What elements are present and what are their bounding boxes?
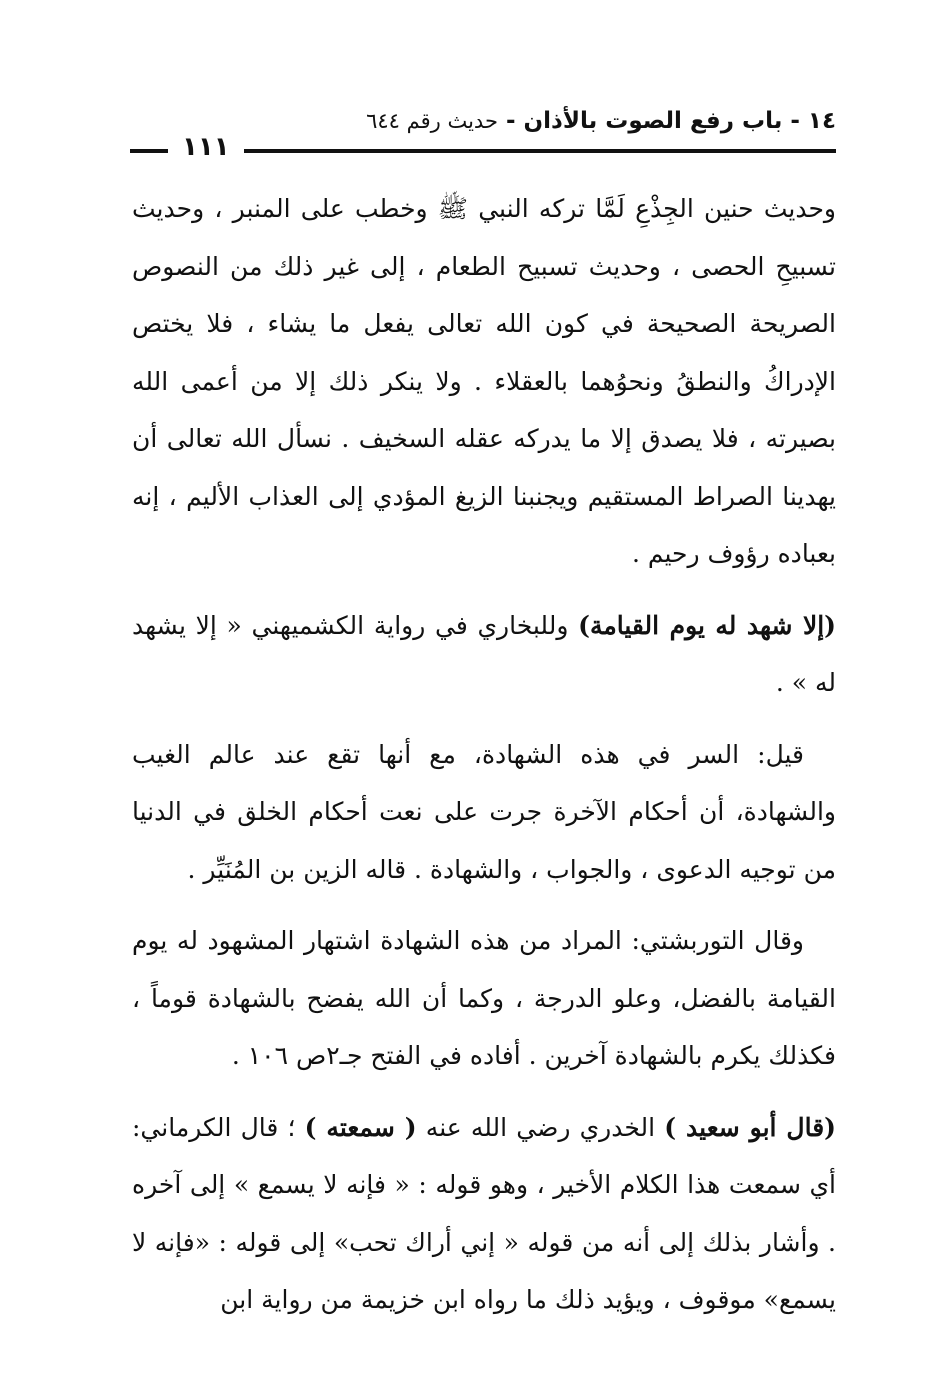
paragraph-text: قيل: السر في هذه الشهادة، مع أنها تقع عند عالم الغيب والشهادة، أن أحكام الآخرة جرت على نعت أحكام الخلق في الدنيا من توجيه الدعوى ، والجواب ، والشهادة . قاله الزين بن المُنَيِّر .	[132, 739, 836, 884]
page-number-rule	[130, 149, 168, 153]
paragraph-4	[132, 912, 836, 1085]
paragraph-text: الخدري رضي الله عنه	[416, 1112, 665, 1142]
body-text	[132, 180, 836, 1329]
paragraph-5	[132, 1099, 836, 1329]
header-rule	[244, 149, 836, 153]
hadith-quote: (إلا شهد له يوم القيامة)	[578, 610, 836, 640]
title-separator: -	[497, 108, 524, 134]
paragraph-2	[132, 597, 836, 712]
paragraph-3	[132, 726, 836, 899]
hadith-quote-2: ( سمعته )	[304, 1112, 417, 1142]
paragraph-1	[132, 180, 836, 583]
running-header	[130, 104, 836, 160]
paragraph-text: وللبخاري في رواية الكشميهني « إلا يشهد له » .	[132, 610, 836, 697]
hadith-reference: حديث رقم ٦٤٤	[366, 109, 498, 133]
chapter-title-line	[366, 108, 836, 134]
page-number: ١١١	[182, 132, 230, 162]
chapter-title: ١٤ - باب رفع الصوت بالأذان	[523, 108, 836, 134]
paragraph-text-2: ؛ قال الكرماني: أي سمعت هذا الكلام الأخير ، وهو قوله : « فإنه لا يسمع » إلى آخره . وأشار بذلك إلى أنه من قوله « إني أراك تحب» إلى قوله : «فإنه لا يسمع» موقوف ، ويؤيد ذلك ما رواه ابن خزيمة من رواية ابن	[132, 1112, 836, 1314]
paragraph-text: وحديث حنين الجِذْعِ لَمَّا تركه النبي ﷺ وخطب على المنبر ، وحديث تسبيحِ الحصى ، وحديث تسبيح الطعام ، إلى غير ذلك من النصوص الصريحة الصحيحة في كون الله تعالى يفعل ما يشاء ، فلا يختص الإدراكُ والنطقُ ونحوُهما بالعقلاء . ولا ينكر ذلك إلا من أعمى الله بصيرته ، فلا يصدق إلا ما يدركه عقله السخيف . نسأل الله تعالى أن يهدينا الصراط المستقيم ويجنبنا الزيغ المؤدي إلى العذاب الأليم ، إنه بعباده رؤوف رحيم .	[132, 194, 836, 568]
hadith-quote: (قال أبو سعيد )	[664, 1112, 836, 1142]
paragraph-text: وقال التوربشتي: المراد من هذه الشهادة اشتهار المشهود له يوم القيامة بالفضل، وعلو الدرجة ، وكما أن الله يفضح بالشهادة قوماً ، فكذلك يكرم بالشهادة آخرين . أفاده في الفتح جـ٢ص ١٠٦ .	[132, 926, 836, 1070]
